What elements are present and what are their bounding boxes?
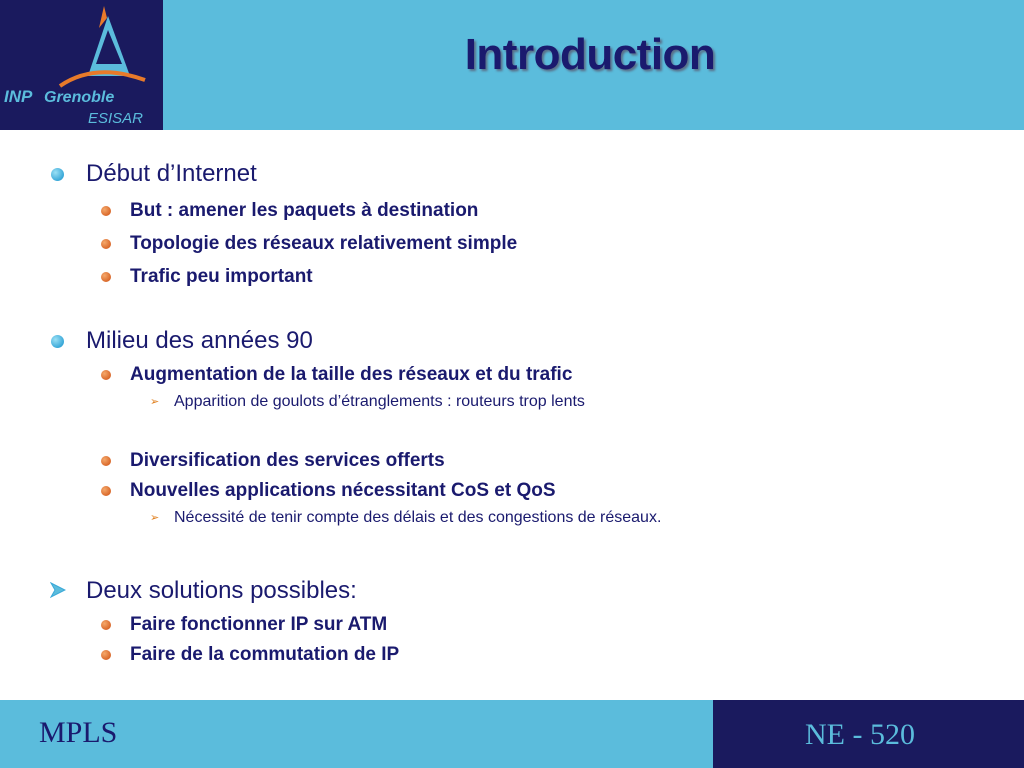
- list-subitem-text: Apparition de goulots d’étranglements : routeurs trop lents: [174, 393, 585, 410]
- bullet-orange-icon: [101, 650, 111, 660]
- footer-right-panel: [713, 700, 1024, 768]
- arrow-bullet-large-icon: [50, 582, 66, 598]
- bullet-orange-icon: [101, 239, 111, 249]
- section2-heading: Milieu des années 90: [86, 327, 313, 354]
- bullet-orange-icon: [101, 206, 111, 216]
- arrow-bullet-icon: ➢: [150, 396, 160, 408]
- list-item-text: But : amener les paquets à destination: [130, 200, 479, 221]
- list-item-text: Augmentation de la taille des réseaux et du trafic: [130, 364, 573, 385]
- slide-title: Introduction: [464, 30, 716, 79]
- bullet-orange-icon: [101, 486, 111, 496]
- bullet-orange-icon: [101, 620, 111, 630]
- footer-code-label: NE - 520: [805, 718, 915, 751]
- bullet-orange-icon: [101, 370, 111, 380]
- header-bar: [0, 0, 1024, 130]
- bullet-orange-icon: [101, 456, 111, 466]
- list-item-text: Diversification des services offerts: [130, 450, 445, 471]
- section3-heading: Deux solutions possibles:: [86, 577, 357, 604]
- list-item-text: Nouvelles applications nécessitant CoS et QoS: [130, 480, 556, 501]
- footer-left-panel: [0, 700, 713, 768]
- bullet-blue-icon: [51, 335, 64, 348]
- logo-graphic-icon: [0, 0, 163, 130]
- section1-heading: Début d’Internet: [86, 160, 257, 187]
- inp-grenoble-logo: [0, 0, 163, 130]
- bullet-orange-icon: [101, 272, 111, 282]
- arrow-bullet-icon: ➢: [150, 512, 160, 524]
- logo-esisar-text: ESISAR: [88, 110, 144, 127]
- list-item-text: Trafic peu important: [130, 266, 313, 287]
- list-item-text: Faire fonctionner IP sur ATM: [130, 614, 388, 635]
- footer-course-label: MPLS: [39, 716, 118, 749]
- logo-inp-text: INP: [4, 87, 33, 106]
- list-item-text: Topologie des réseaux relativement simple: [130, 233, 518, 254]
- list-subitem-text: Nécessité de tenir compte des délais et des congestions de réseaux.: [174, 509, 662, 526]
- bullet-blue-icon: [51, 168, 64, 181]
- list-item-text: Faire de la commutation de IP: [130, 644, 400, 665]
- logo-grenoble-text: Grenoble: [44, 89, 115, 106]
